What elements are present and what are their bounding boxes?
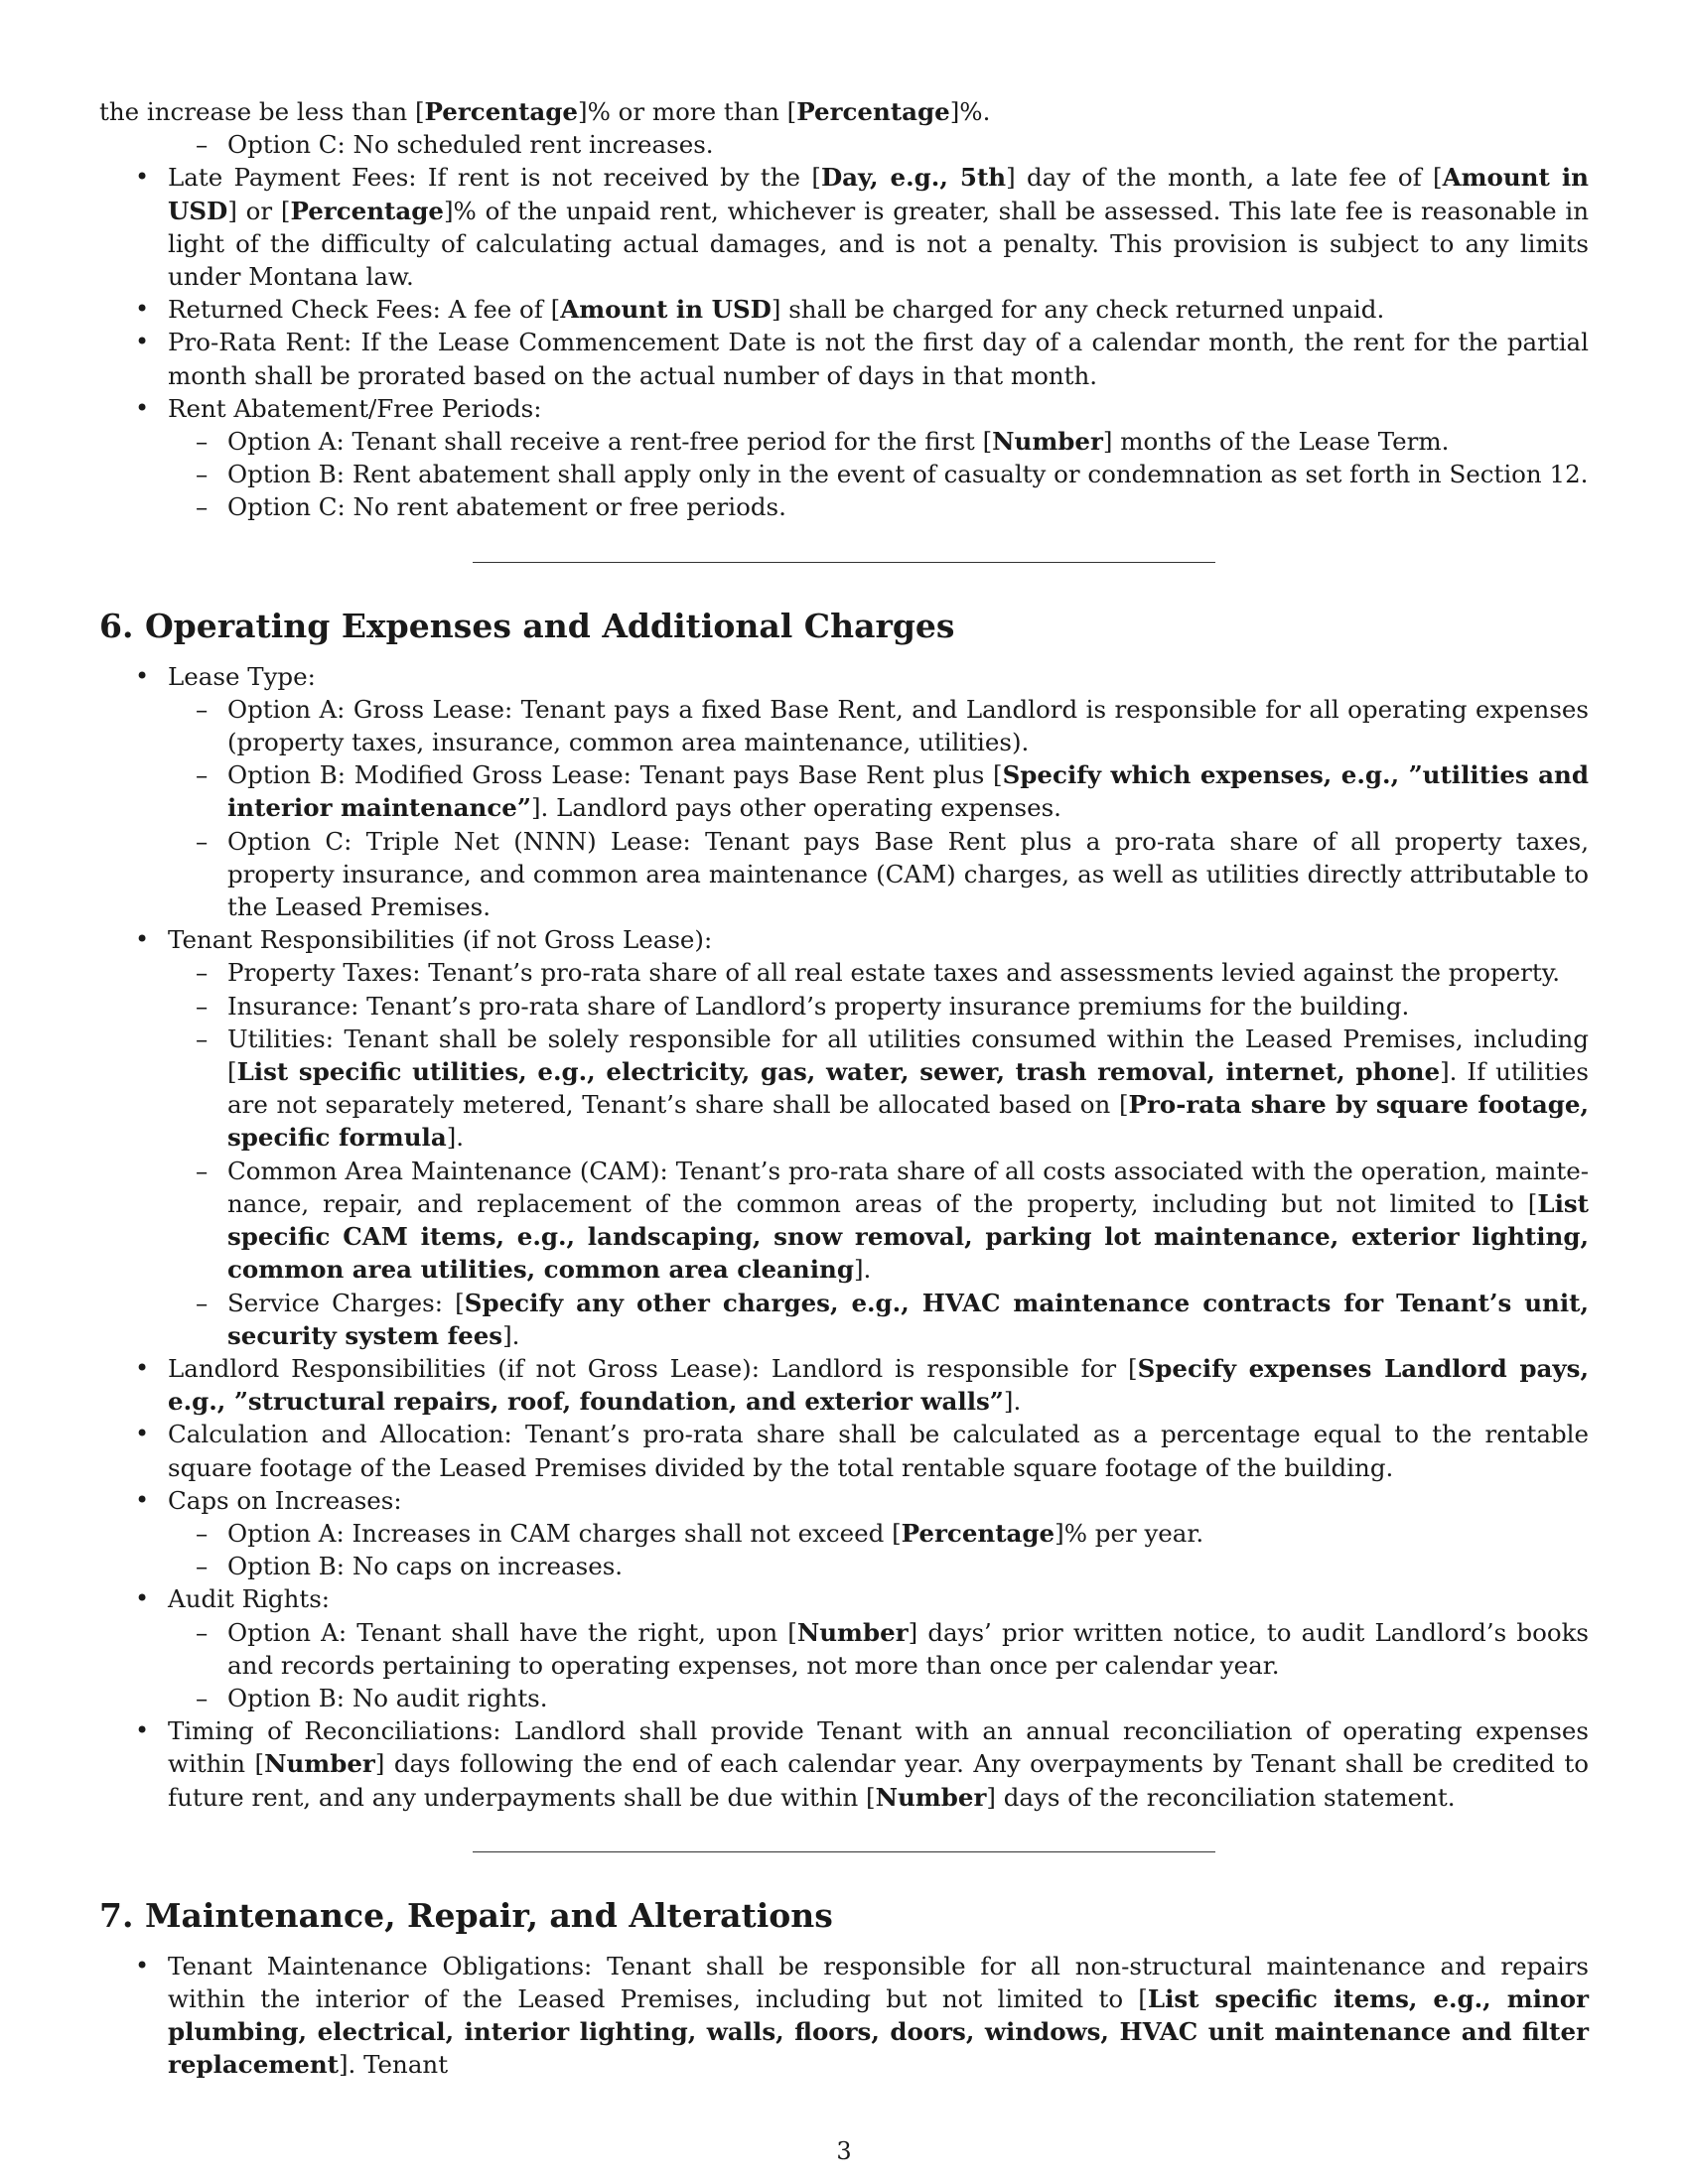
property-taxes-item: – Property Taxes: Tenant’s pro-rata share of all real estate taxes and assessments levied against the property. xyxy=(168,956,1589,989)
text-run: ]. xyxy=(854,1255,872,1285)
placeholder-number: Number xyxy=(875,1782,987,1812)
text-run: ]% of the unpaid rent, whichever is greater, shall be assessed. This late fee is reasonable in light of the difficulty of calculating actual damages, and is not a penalty. This provision is subject to any limits under Montana law. xyxy=(168,196,1589,292)
returned-check-fees-item xyxy=(99,293,1589,326)
caps-option-a xyxy=(168,1517,1589,1550)
utilities-item xyxy=(168,1023,1589,1155)
modified-gross-lease-option xyxy=(168,758,1589,824)
item-label: Audit Rights: xyxy=(168,1584,331,1614)
abatement-options xyxy=(168,425,1589,524)
text-run: ]. Tenant xyxy=(338,2050,449,2080)
placeholder-landlord-expenses: Specify expenses Landlord pays, e.g., ”structural repairs, roof, foundation, and exterior walls” xyxy=(168,1353,1589,1417)
text-run: ]. xyxy=(1003,1387,1022,1417)
placeholder-amount: Amount in USD xyxy=(560,295,772,325)
text-run: ] months of the Lease Term. xyxy=(1102,427,1450,457)
text-run: Common Area Maintenance (CAM): Tenant’s pro-rata share of all costs associated with the operation, maintenance, repair, and replacement of the common areas of the property, including but not limited to [ xyxy=(227,1156,1589,1218)
triple-net-lease-option: – Option C: Triple Net (NNN) Lease: Tenant pays Base Rent plus a pro-rata share of all property taxes, property insurance, and common area maintenance (CAM) charges, as well as utilities directly attributable to the Leased Premises. xyxy=(168,825,1589,924)
lease-type-options xyxy=(168,693,1589,923)
abatement-option-a xyxy=(168,425,1589,458)
pro-rata-rent-item: • Pro-Rata Rent: If the Lease Commencement Date is not the first day of a calendar month, the rent for the partial month shall be prorated based on the actual number of days in that month. xyxy=(99,326,1589,391)
section-6-heading: 6. Operating Expenses and Additional Charges xyxy=(99,606,955,645)
text-run: ] days’ prior written notice, to audit Landlord’s books and records pertaining to operating expenses, not more than once per calendar year. xyxy=(227,1617,1589,1680)
text-run: ] or [ xyxy=(227,196,291,225)
audit-option-a xyxy=(168,1616,1589,1682)
section-divider xyxy=(473,1851,1215,1852)
placeholder-number: Number xyxy=(796,1617,909,1647)
section-6-list xyxy=(99,660,1589,1814)
option-c-no-increases: – Option C: No scheduled rent increases. xyxy=(168,128,1589,161)
placeholder-percentage: Percentage xyxy=(290,196,444,225)
text-run: ]. xyxy=(446,1123,465,1153)
placeholder-expenses: Specify which expenses, e.g., ”utilities and interior maintenance” xyxy=(227,760,1590,823)
service-charges-item xyxy=(168,1287,1589,1352)
section-divider xyxy=(473,562,1215,563)
insurance-item: – Insurance: Tenant’s pro-rata share of Landlord’s property insurance premiums for the building. xyxy=(168,990,1589,1023)
item-label: Rent Abatement/Free Periods: xyxy=(168,393,542,423)
late-payment-fees-item xyxy=(99,161,1589,293)
item-label: Lease Type: xyxy=(168,661,316,691)
text-run: ] days following the end of each calendar year. Any overpayments by Tenant shall be credited to future rent, and any underpayments shall be due within [ xyxy=(168,1749,1589,1812)
placeholder-percentage: Percentage xyxy=(424,97,579,126)
text-run: Option A: Tenant shall have the right, upon [ xyxy=(227,1617,797,1647)
abatement-option-b: – Option B: Rent abatement shall apply only in the event of casualty or condemnation as set forth in Section 12. xyxy=(168,458,1589,490)
tenant-responsibilities-item xyxy=(99,923,1589,1352)
timing-reconciliations-item xyxy=(99,1714,1589,1814)
calculation-allocation-item: • Calculation and Allocation: Tenant’s pro-rata share shall be calculated as a percentage equal to the rentable square footage of the Leased Premises divided by the total rentable square footage of the building. xyxy=(99,1418,1589,1483)
placeholder-percentage: Percentage xyxy=(796,97,950,126)
text-run: Tenant Maintenance Obligations: Tenant shall be responsible for all non-structural maintenance and repairs within the interior of the Leased Premises, including but not limited to [ xyxy=(168,1951,1589,2013)
text-run: ]. xyxy=(502,1320,520,1350)
placeholder-service-charges: Specify any other charges, e.g., HVAC maintenance contracts for Tenant’s unit, security system fees xyxy=(227,1288,1589,1350)
text-run: Utilities: Tenant shall be solely responsible for all utilities consumed within the Leased Premises, including [ xyxy=(227,1024,1589,1087)
text-run: ] days of the reconciliation statement. xyxy=(986,1782,1456,1812)
text-run: Option A: Increases in CAM charges shall not exceed [ xyxy=(227,1518,902,1548)
rent-terms-list xyxy=(99,161,1589,523)
tenant-maintenance-item xyxy=(99,1950,1589,2082)
text-run: Returned Check Fees: A fee of [ xyxy=(168,295,561,325)
text-run: Late Payment Fees: If rent is not received by the [ xyxy=(168,163,821,193)
placeholder-number: Number xyxy=(992,427,1103,457)
lease-type-item xyxy=(99,660,1589,924)
page-content xyxy=(99,95,1589,2082)
text-run: the increase be less than [ xyxy=(99,97,425,126)
text-run: ]. If utilities are not separately metered, Tenant’s share shall be allocated based on [ xyxy=(227,1057,1589,1120)
cam-item xyxy=(168,1155,1589,1287)
text-run: Service Charges: [ xyxy=(227,1288,465,1317)
placeholder-maintenance-items: List specific items, e.g., minor plumbing, electrical, interior lighting, walls, floors, doors, windows, HVAC unit maintenance and filter replacement xyxy=(168,1983,1589,2080)
placeholder-utilities: List specific utilities, e.g., electricity, gas, water, sewer, trash removal, internet, phone xyxy=(236,1057,1441,1087)
placeholder-allocation: Pro-rata share by square footage, specific formula xyxy=(227,1090,1589,1153)
rent-abatement-item xyxy=(99,392,1589,524)
text-run: ]%. xyxy=(949,97,991,126)
text-run: ] day of the month, a late fee of [ xyxy=(1006,163,1443,193)
sublist-rent-increase xyxy=(99,128,1589,161)
caps-options xyxy=(168,1517,1589,1582)
audit-options xyxy=(168,1616,1589,1715)
item-label: Caps on Increases: xyxy=(168,1485,402,1515)
text-run: Landlord Responsibilities (if not Gross Lease): Landlord is responsible for [ xyxy=(168,1353,1138,1383)
text-run: Option A: Tenant shall receive a rent-free period for the first [ xyxy=(227,427,993,457)
placeholder-cam-items: List specific CAM items, e.g., landscaping, snow removal, parking lot maintenance, exterior lighting, common area utilities, common area cleaning xyxy=(227,1188,1589,1285)
landlord-responsibilities-item xyxy=(99,1352,1589,1418)
text-run: Option B: Modified Gross Lease: Tenant pays Base Rent plus [ xyxy=(227,760,1003,790)
continued-text xyxy=(99,95,1589,128)
audit-rights-item xyxy=(99,1582,1589,1714)
text-run: ]% per year. xyxy=(1055,1518,1204,1548)
tenant-responsibilities-list xyxy=(168,956,1589,1351)
placeholder-percentage: Percentage xyxy=(901,1518,1055,1548)
section-7-heading: 7. Maintenance, Repair, and Alterations xyxy=(99,1895,833,1935)
section-7-list xyxy=(99,1950,1589,2082)
page-number: 3 xyxy=(836,2137,852,2165)
audit-option-b: – Option B: No audit rights. xyxy=(168,1682,1589,1714)
placeholder-day: Day, e.g., 5th xyxy=(820,163,1007,193)
text-run: ] shall be charged for any check returned unpaid. xyxy=(771,295,1385,325)
caps-on-increases-item xyxy=(99,1484,1589,1583)
placeholder-amount: Amount in USD xyxy=(168,163,1589,225)
abatement-option-c: – Option C: No rent abatement or free periods. xyxy=(168,490,1589,523)
text-run: ]. Landlord pays other operating expenses. xyxy=(530,793,1061,823)
caps-option-b: – Option B: No caps on increases. xyxy=(168,1550,1589,1582)
text-run: Timing of Reconciliations: Landlord shall provide Tenant with an annual reconciliation of operating expenses within [ xyxy=(168,1716,1589,1779)
placeholder-number: Number xyxy=(264,1749,375,1779)
gross-lease-option: – Option A: Gross Lease: Tenant pays a fixed Base Rent, and Landlord is responsible for all operating expenses (property taxes, insurance, common area maintenance, utilities). xyxy=(168,693,1589,758)
text-run: ]% or more than [ xyxy=(578,97,797,126)
item-label: Tenant Responsibilities (if not Gross Lease): xyxy=(168,925,713,955)
